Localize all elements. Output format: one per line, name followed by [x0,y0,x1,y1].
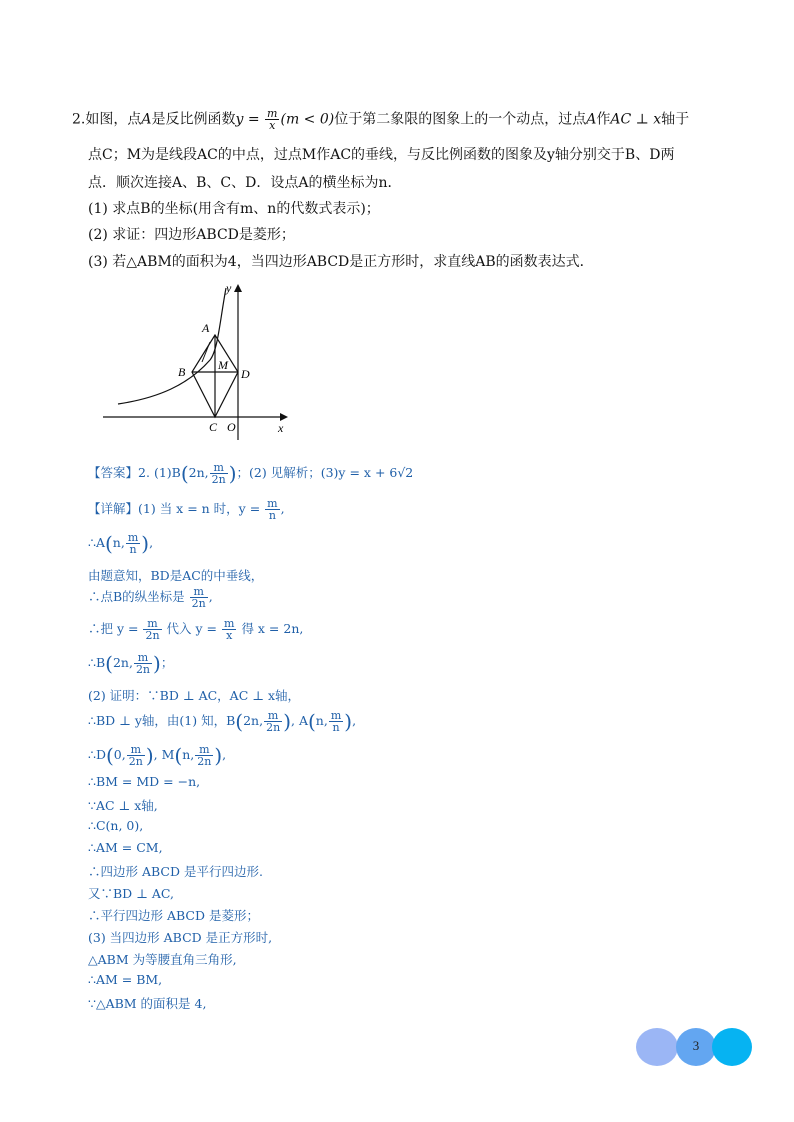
q-text: A [141,111,152,128]
label-m: M [218,358,228,372]
paren-right: ) [344,709,353,734]
fraction [127,744,145,767]
label-b: B [178,365,186,379]
frac-num: m [210,462,228,474]
detail-line-20: ∵△ABM 的面积是 4, [88,996,207,1011]
detail-line-18: △ABM 为等腰直角三角形, [88,952,237,967]
segment-ab-extra [202,342,210,362]
detail-line-6 [88,652,173,675]
answer-tag: 【答案】 [88,465,139,480]
detail-line-13: ∴AM = CM, [88,840,163,855]
paren-right: ) [141,531,150,556]
q-text: (m < 0) [280,111,335,128]
answer-text: (1)B [153,465,181,480]
fraction [222,618,236,641]
frac-num: m [195,744,213,756]
detail-text: n, [315,713,328,728]
q-text: 位于第二象限的图象上的一个动点，过点 [334,111,587,128]
fraction-m-over-x [265,108,279,131]
detail-text: , [149,535,154,550]
question-number: 2. [72,111,86,128]
paren-right: ) [153,651,161,676]
paren-left: ( [105,651,113,676]
label-d: D [241,367,250,381]
detail-text: ； [160,655,174,670]
fraction [265,498,279,521]
question-part-2: (2) 求证：四边形ABCD是菱形； [88,227,295,243]
detail-text: , [352,713,357,728]
fraction [264,710,282,733]
detail-line-15: 又∵BD ⊥ AC, [88,886,175,901]
answer-number: 2. [138,465,150,480]
hyperbola-curve [118,288,226,404]
detail-line-11: ∵AC ⊥ x轴, [88,798,158,813]
detail-line-17: (3) 当四边形 ABCD 是正方形时, [88,930,273,945]
detail-line-10: ∴BM = MD = −n, [88,774,201,789]
detail-text: (1) 当 x = n 时，y = [138,501,261,516]
frac-num: m [190,586,208,598]
frac-num: m [267,497,278,510]
paren-right: ) [228,461,237,486]
label-x: x [278,421,284,435]
frac-den: x [226,629,233,642]
detail-text: n, [112,535,125,550]
detail-text: 得 x = 2n, [241,621,304,636]
paren-right: ) [283,709,291,734]
question-part-1: (1) 求点B的坐标(用含有m、n的代数式表示)； [88,201,380,217]
label-o: O [227,420,236,434]
detail-text: n, [182,747,195,762]
q-text: AC ⊥ x [610,111,662,128]
question-line-1 [72,108,689,131]
fraction [329,710,343,733]
x-axis-arrow [280,413,288,421]
paren-left: ( [174,743,183,768]
detail-text: ∴A [88,535,105,550]
frac-num: m [264,710,282,722]
paren-left: ( [307,709,316,734]
detail-text: 0, [113,747,126,762]
question-part-3: (3) 若△ABM的面积为4，当四边形ABCD是正方形时，求直线AB的函数表达式． [88,254,594,270]
detail-line-8 [88,710,356,733]
q-text: = [243,111,265,128]
detail-line-9 [88,744,226,767]
detail-line-19: ∴AM = BM, [88,972,163,987]
frac-num: m [330,709,342,722]
frac-den: 2n [211,473,226,486]
detail-line-3: 由题意知，BD是AC的中垂线， [88,568,264,583]
detail-text: ∴把 y = [88,621,139,636]
question-line-2: 点C；M为是线段AC的中点，过点M作AC的垂线，与反比例函数的图象及y轴分别交于B、D两 [88,147,675,163]
frac-den: n [268,509,276,522]
detail-tag: 【详解】 [88,501,139,516]
frac-num: m [143,618,161,630]
q-text: 轴于 [661,111,690,128]
detail-text: , [222,747,227,762]
detail-line-16: ∴平行四边形 ABCD 是菱形； [88,908,259,923]
label-a: A [202,321,210,335]
frac-den: 2n [145,629,160,642]
detail-text: ∴D [88,747,106,762]
q-text: 作 [596,111,611,128]
fraction [143,618,161,641]
detail-text: ∴点B的纵坐标是 [88,589,185,604]
detail-text: 2n, [243,713,264,728]
answer-text: 2n, [188,465,209,480]
detail-text: , A [291,713,308,728]
detail-text: , [208,589,213,604]
frac-den: 2n [197,755,212,768]
label-y: y [226,281,232,295]
frac-den: n [332,721,340,734]
fraction [190,586,208,609]
frac-num: m [127,531,139,544]
detail-text: , [280,501,285,516]
label-c: C [209,420,218,434]
detail-line-7: (2) 证明：∵BD ⊥ AC，AC ⊥ x轴， [88,688,301,703]
y-axis-arrow [234,284,242,292]
detail-text: 代入 y = [166,621,218,636]
paren-right: ) [145,743,154,768]
coordinate-figure [98,280,293,440]
frac-den: 2n [128,755,143,768]
paren-left: ( [104,531,113,556]
frac-den: 2n [135,663,151,676]
paren-left: ( [105,743,114,768]
frac-den: 2n [266,721,281,734]
q-text: y [235,111,244,128]
fraction [134,652,152,675]
fraction [195,744,213,767]
page-circle-left [636,1028,678,1066]
detail-text: ∴B [88,655,106,670]
page-circle-right [712,1028,752,1066]
paren-right: ) [214,743,223,768]
frac-num: m [134,652,152,664]
frac-den: n [129,543,137,556]
answer-summary [88,462,413,485]
frac-num: m [127,744,145,756]
detail-line-4 [88,586,213,609]
detail-text: , M [153,747,175,762]
question-line-3: 点．顺次连接A、B、C、D．设点A的横坐标为n． [88,175,402,191]
detail-line-2 [88,532,153,555]
q-text: A [586,111,597,128]
paren-left: ( [180,461,189,486]
detail-text: ∴BD ⊥ y轴，由(1) 知，B [88,713,236,728]
page-number: 3 [692,1038,700,1053]
q-text: 是反比例函数 [151,111,236,128]
paren-left: ( [235,709,244,734]
q-text: 如图，点 [85,111,142,128]
frac-den: 2n [191,597,206,610]
answer-text: ；(2) 见解析；(3)y = x + 6√2 [236,465,414,480]
detail-line-1 [88,498,285,521]
fraction [126,532,140,555]
detail-text: 2n, [112,655,133,670]
fraction [210,462,228,485]
detail-line-14: ∴四边形 ABCD 是平行四边形. [88,864,263,879]
frac-num: m [224,617,235,630]
detail-line-5 [88,618,303,641]
frac-den: x [269,119,276,132]
frac-num: m [267,107,278,120]
detail-line-12: ∴C(n, 0), [88,818,144,833]
